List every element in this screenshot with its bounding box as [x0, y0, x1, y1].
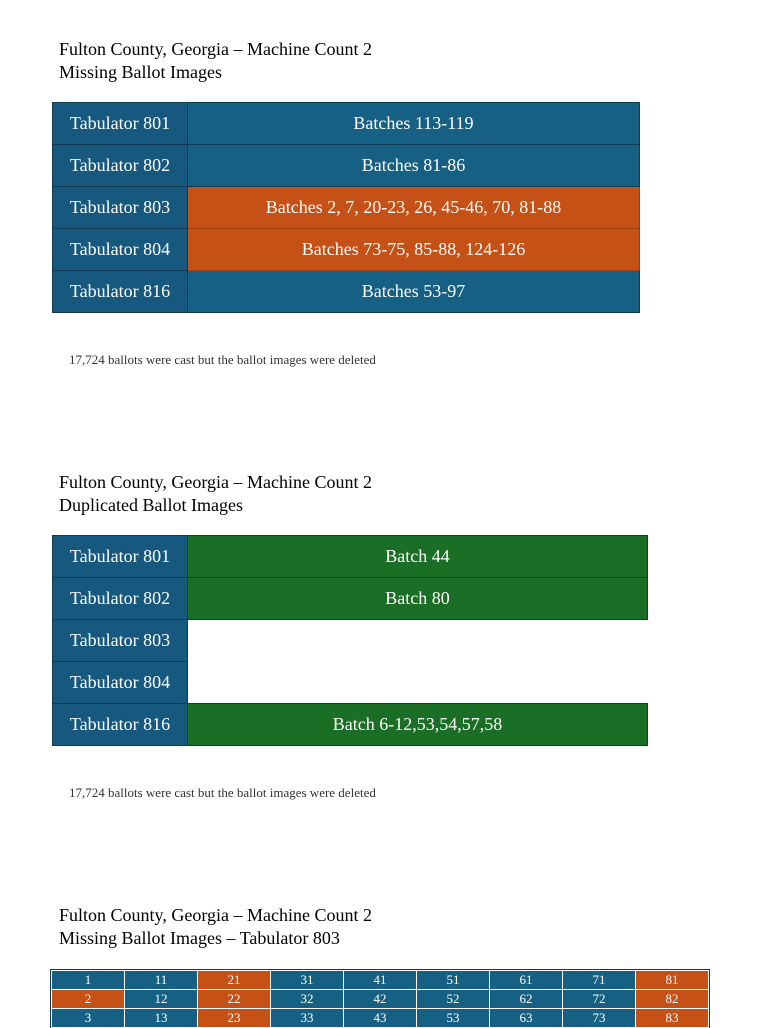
tabulator-label: Tabulator 816	[53, 271, 188, 313]
tabulator-label: Tabulator 802	[53, 578, 188, 620]
batch-cell: 41	[344, 971, 417, 990]
batch-value	[188, 662, 648, 704]
tabulator-label: Tabulator 816	[53, 704, 188, 746]
section-1-title	[59, 38, 372, 84]
batch-cell: 22	[198, 990, 271, 1009]
batch-cell: 73	[563, 1009, 636, 1028]
batch-cell: 43	[344, 1009, 417, 1028]
grid-row	[52, 1009, 709, 1028]
batch-cell: 61	[490, 971, 563, 990]
table-row	[53, 103, 640, 145]
section-3-title-line1: Fulton County, Georgia – Machine Count 2	[59, 905, 372, 925]
tabulator-label: Tabulator 801	[53, 103, 188, 145]
batch-cell: 3	[52, 1009, 125, 1028]
batch-cell: 33	[271, 1009, 344, 1028]
batch-cell: 82	[636, 990, 709, 1009]
table-row	[53, 704, 648, 746]
section-2-title	[59, 471, 372, 517]
tabulator-label: Tabulator 801	[53, 536, 188, 578]
batch-cell: 83	[636, 1009, 709, 1028]
batch-value: Batches 113-119	[188, 103, 640, 145]
batch-cell: 53	[417, 1009, 490, 1028]
batch-cell: 42	[344, 990, 417, 1009]
duplicated-images-table	[52, 535, 648, 746]
tabulator-label: Tabulator 803	[53, 620, 188, 662]
section-3-title	[59, 904, 372, 950]
batch-cell: 52	[417, 990, 490, 1009]
batch-value: Batch 44	[188, 536, 648, 578]
batch-value: Batches 81-86	[188, 145, 640, 187]
section-1-note: 17,724 ballots were cast but the ballot images were deleted	[69, 352, 376, 367]
table-row	[53, 145, 640, 187]
batch-cell: 1	[52, 971, 125, 990]
batch-value: Batches 53-97	[188, 271, 640, 313]
tabulator-label: Tabulator 804	[53, 229, 188, 271]
batch-cell: 72	[563, 990, 636, 1009]
batch-cell: 12	[125, 990, 198, 1009]
batch-cell: 13	[125, 1009, 198, 1028]
batch-cell: 21	[198, 971, 271, 990]
section-2-title-line2: Duplicated Ballot Images	[59, 495, 243, 515]
tabulator-label: Tabulator 802	[53, 145, 188, 187]
tabulator-label: Tabulator 803	[53, 187, 188, 229]
table-row	[53, 187, 640, 229]
section-1-title-line1: Fulton County, Georgia – Machine Count 2	[59, 39, 372, 59]
missing-images-table	[52, 102, 640, 313]
table-row	[53, 271, 640, 313]
tabulator-803-batch-grid	[51, 970, 709, 1028]
batch-cell: 71	[563, 971, 636, 990]
batch-value: Batch 6-12,53,54,57,58	[188, 704, 648, 746]
table-row	[53, 662, 648, 704]
table-row	[53, 229, 640, 271]
section-1-title-line2: Missing Ballot Images	[59, 62, 222, 82]
batch-cell: 81	[636, 971, 709, 990]
section-2-title-line1: Fulton County, Georgia – Machine Count 2	[59, 472, 372, 492]
batch-cell: 32	[271, 990, 344, 1009]
batch-cell: 2	[52, 990, 125, 1009]
batch-cell: 23	[198, 1009, 271, 1028]
batch-value	[188, 620, 648, 662]
batch-value: Batch 80	[188, 578, 648, 620]
grid-row	[52, 990, 709, 1009]
batch-cell: 63	[490, 1009, 563, 1028]
batch-cell: 11	[125, 971, 198, 990]
section-2-note: 17,724 ballots were cast but the ballot images were deleted	[69, 785, 376, 800]
grid-row	[52, 971, 709, 990]
batch-cell: 51	[417, 971, 490, 990]
table-row	[53, 578, 648, 620]
batch-value: Batches 73-75, 85-88, 124-126	[188, 229, 640, 271]
tabulator-label: Tabulator 804	[53, 662, 188, 704]
table-row	[53, 536, 648, 578]
batch-cell: 62	[490, 990, 563, 1009]
batch-cell: 31	[271, 971, 344, 990]
table-row	[53, 620, 648, 662]
batch-value: Batches 2, 7, 20-23, 26, 45-46, 70, 81-88	[188, 187, 640, 229]
section-3-title-line2: Missing Ballot Images – Tabulator 803	[59, 928, 340, 948]
